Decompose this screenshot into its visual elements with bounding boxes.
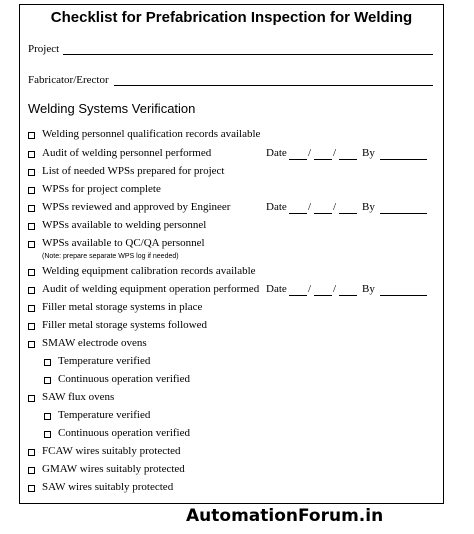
by-field[interactable]: [380, 295, 427, 296]
checkbox[interactable]: [28, 305, 35, 312]
item-label: Audit of welding equipment operation performed: [42, 283, 260, 295]
item-label: Audit of welding personnel performed: [42, 147, 212, 159]
checkbox[interactable]: [28, 395, 35, 402]
date-label: Date: [266, 201, 287, 213]
item-label: WPSs available to welding personnel: [42, 219, 207, 231]
checklist-item: [20, 183, 443, 199]
item-note: (Note: prepare separate WPS log if needed): [42, 253, 179, 260]
date-month-field[interactable]: [289, 295, 307, 296]
item-label: SMAW electrode ovens: [42, 337, 147, 349]
checklist-item: [20, 463, 443, 479]
fabricator-field[interactable]: [114, 85, 433, 86]
checklist-subitem: [20, 373, 443, 389]
date-year-field[interactable]: [339, 159, 357, 160]
checklist-item: [20, 283, 443, 299]
checklist-item: [20, 445, 443, 461]
fabricator-label: Fabricator/Erector: [28, 74, 109, 86]
checkbox[interactable]: [28, 205, 35, 212]
checklist-subitem: [20, 427, 443, 443]
item-label: Welding equipment calibration records available: [42, 265, 256, 277]
by-field[interactable]: [380, 159, 427, 160]
brand-watermark: AutomationForum.in: [186, 506, 384, 526]
checklist-item: [20, 147, 443, 163]
item-label: Filler metal storage systems in place: [42, 301, 203, 313]
item-label: Continuous operation verified: [58, 427, 190, 439]
checkbox[interactable]: [28, 485, 35, 492]
date-separator: /: [308, 283, 312, 295]
checkbox[interactable]: [44, 431, 51, 438]
date-label: Date: [266, 283, 287, 295]
checkbox[interactable]: [28, 223, 35, 230]
checklist-subitem: [20, 409, 443, 425]
project-field[interactable]: [63, 54, 433, 55]
item-label: GMAW wires suitably protected: [42, 463, 185, 475]
date-separator: /: [333, 201, 337, 213]
item-label: Temperature verified: [58, 355, 151, 367]
date-separator: /: [308, 201, 312, 213]
date-year-field[interactable]: [339, 295, 357, 296]
checkbox[interactable]: [28, 341, 35, 348]
checklist-item: [20, 337, 443, 353]
checkbox[interactable]: [28, 287, 35, 294]
date-month-field[interactable]: [289, 213, 307, 214]
item-label: Temperature verified: [58, 409, 151, 421]
item-label: FCAW wires suitably protected: [42, 445, 181, 457]
checkbox[interactable]: [28, 169, 35, 176]
date-day-field[interactable]: [314, 213, 332, 214]
project-label: Project: [28, 43, 60, 55]
item-label: WPSs available to QC/QA personnel: [42, 237, 205, 249]
checkbox[interactable]: [28, 132, 35, 139]
date-separator: /: [308, 147, 312, 159]
by-label: By: [362, 283, 375, 295]
checklist-item: [20, 319, 443, 335]
date-month-field[interactable]: [289, 159, 307, 160]
checkbox[interactable]: [44, 377, 51, 384]
checklist-item: [20, 265, 443, 281]
item-label: Welding personnel qualification records available: [42, 128, 261, 140]
item-label: Continuous operation verified: [58, 373, 190, 385]
checklist-item: [20, 481, 443, 497]
checklist-item: [20, 201, 443, 217]
form-title: Checklist for Prefabrication Inspection for Welding: [50, 9, 413, 26]
checklist-item: [20, 301, 443, 317]
date-label: Date: [266, 147, 287, 159]
checklist-item: [20, 237, 443, 253]
by-label: By: [362, 147, 375, 159]
date-day-field[interactable]: [314, 159, 332, 160]
checklist-form: [19, 4, 444, 504]
by-field[interactable]: [380, 213, 427, 214]
checkbox[interactable]: [44, 413, 51, 420]
item-label: SAW wires suitably protected: [42, 481, 174, 493]
checkbox[interactable]: [28, 449, 35, 456]
item-label: List of needed WPSs prepared for project: [42, 165, 225, 177]
checklist-item: [20, 165, 443, 181]
checkbox[interactable]: [44, 359, 51, 366]
item-label: Filler metal storage systems followed: [42, 319, 207, 331]
date-day-field[interactable]: [314, 295, 332, 296]
checkbox[interactable]: [28, 241, 35, 248]
checkbox[interactable]: [28, 467, 35, 474]
checklist-item: [20, 128, 443, 144]
item-label: WPSs for project complete: [42, 183, 161, 195]
checkbox[interactable]: [28, 187, 35, 194]
date-separator: /: [333, 283, 337, 295]
checklist-subitem: [20, 355, 443, 371]
date-separator: /: [333, 147, 337, 159]
checkbox[interactable]: [28, 151, 35, 158]
date-year-field[interactable]: [339, 213, 357, 214]
by-label: By: [362, 201, 375, 213]
checklist-item: [20, 391, 443, 407]
section-title: Welding Systems Verification: [28, 101, 196, 116]
checkbox[interactable]: [28, 269, 35, 276]
item-label: SAW flux ovens: [42, 391, 115, 403]
checkbox[interactable]: [28, 323, 35, 330]
item-label: WPSs reviewed and approved by Engineer: [42, 201, 231, 213]
checklist-item: [20, 219, 443, 235]
